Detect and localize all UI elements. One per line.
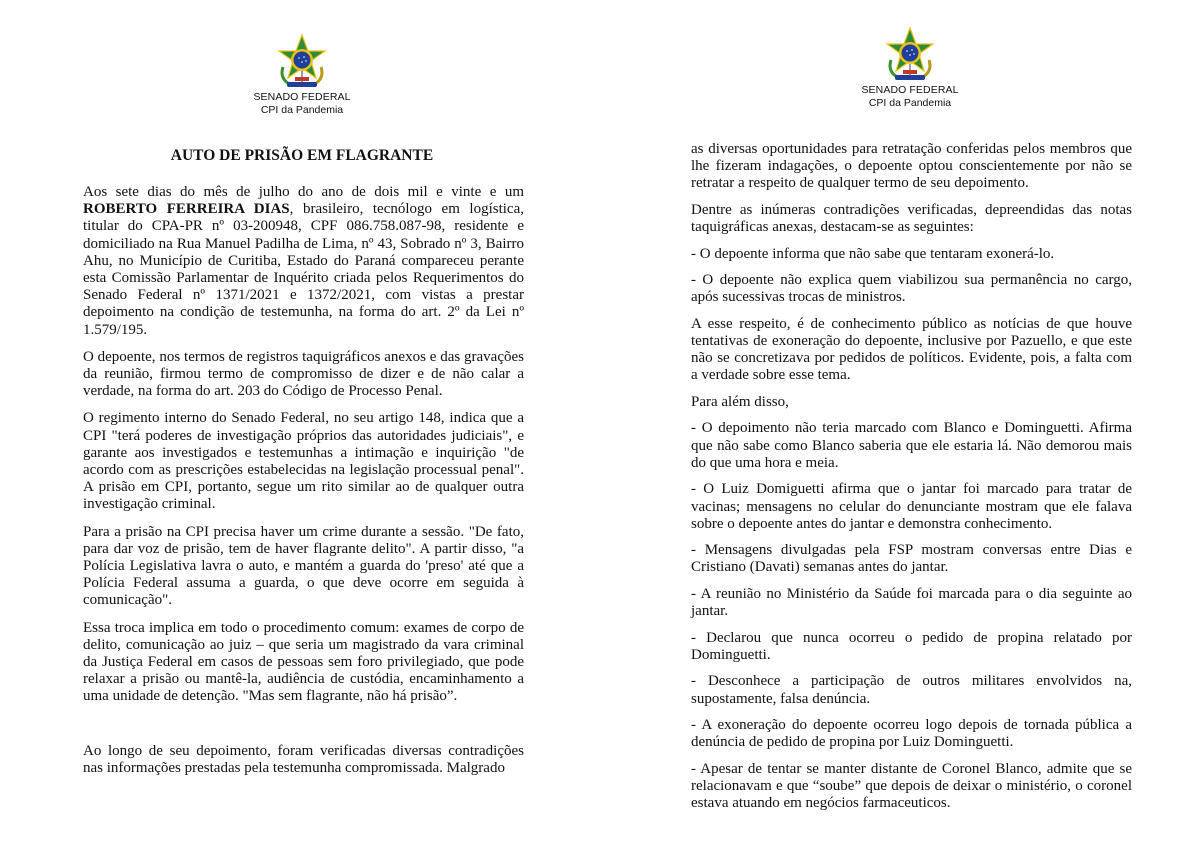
brazil-coat-of-arms-icon (883, 26, 937, 82)
defendant-name: ROBERTO FERREIRA DIAS (83, 201, 290, 218)
left-header (250, 33, 354, 117)
paragraph-text: Aos sete dias do mês de julho do ano de dois mil e vinte e um (83, 184, 524, 200)
list-item: - O Luiz Domiguetti afirma que o jantar foi marcado para tratar de vacinas; mensagens no celular do denunciante mostram que ele falava sobre o depoente antes do jantar e demonstra conhecimento. (691, 481, 1132, 532)
list-item: - A exoneração do depoente ocorreu logo depois de tornada pública a denúncia de pedido de propina por Luiz Dominguetti. (691, 717, 1132, 751)
list-item: - Mensagens divulgadas pela FSP mostram conversas entre Dias e Cristiano (Davati) semanas antes do jantar. (691, 542, 1132, 576)
header-committee: CPI da Pandemia (260, 104, 344, 116)
right-header (858, 26, 962, 110)
header-institution: SENADO FEDERAL (253, 91, 351, 103)
paragraph: Para a prisão na CPI precisa haver um crime durante a sessão. "De fato, para dar voz de prisão, tem de haver flagrante delito". A partir disso, "a Polícia Legislativa lavra o auto, e mantém a guarda do 'preso' até que a Polícia Federal assuma a guarda, o que deve ocorre em seguida à comunicação". (83, 523, 524, 609)
list-item: - Declarou que nunca ocorreu o pedido de propina relatado por Dominguetti. (691, 629, 1132, 663)
brazil-coat-of-arms-icon (275, 33, 329, 89)
paragraph-text: , brasileiro, tecnólogo em logística, titular do CPA-PR nº 03-200948, CPF 086.758.087-98, residente e domiciliado na Rua Manuel Padilha de Lima, nº 43, Sobrado nº 3, Bairro Ahu, no Município de Curitiba, Estado do Paraná compareceu perante esta Comissão Parlamentar de Inquérito criada pelos Requerimentos do Senado Federal nº 1371/2021 e 1372/2021, com vistas a prestar depoimento na condição de testemunha, na forma do art. 2º da Lei nº 1.579/195. (83, 201, 524, 338)
paragraph: A esse respeito, é de conhecimento público as notícias de que houve tentativas de exoneração do depoente, inclusive por Pazuello, e que este não se concretizava por pedidos de políticos. Evidente, pois, a falta com a verdade sobre esse tema. (691, 315, 1132, 384)
list-item: - O depoimento não teria marcado com Blanco e Dominguetti. Afirma que não sabe como Blanco saberia que ele estaria lá. Não demorou mais do que uma hora e meia. (691, 420, 1132, 471)
paragraph: Para além disso, (691, 393, 789, 410)
paragraph: as diversas oportunidades para retratação conferidas pelos membros que lhe fizeram indagações, o depoente optou conscientemente por não se retratar a respeito de qualquer termo de seu depoimento. (691, 141, 1132, 192)
paragraph: Ao longo de seu depoimento, foram verificadas diversas contradições nas informações prestadas pela testemunha compromissada. Malgrado (83, 743, 524, 777)
document-title: AUTO DE PRISÃO EM FLAGRANTE (170, 147, 434, 164)
list-item: - O depoente informa que não sabe que tentaram exonerá-lo. (691, 245, 1055, 262)
paragraph: Dentre as inúmeras contradições verificadas, depreendidas das notas taquigráficas anexas, destacam-se as seguintes: (691, 201, 1132, 236)
left-body-text (83, 184, 524, 716)
left-body-text-continued (83, 743, 524, 787)
list-item: - Apesar de tentar se manter distante de Coronel Blanco, admite que se relacionavam e que “soube” que depois de deixar o ministério, o coronel estava atuando em negócios farmaceuticos. (691, 760, 1132, 812)
list-item: - Desconhece a participação de outros militares envolvidos na, supostamente, falsa denúncia. (691, 673, 1132, 707)
right-page (600, 0, 1200, 857)
list-item: - O depoente não explica quem viabilizou sua permanência no cargo, após sucessivas trocas de ministros. (691, 272, 1132, 306)
paragraph (83, 184, 524, 339)
header-institution: SENADO FEDERAL (861, 84, 959, 96)
list-item: - A reunião no Ministério da Saúde foi marcada para o dia seguinte ao jantar. (691, 585, 1132, 620)
header-committee: CPI da Pandemia (868, 97, 952, 109)
right-body-text (691, 141, 1132, 822)
paragraph: O regimento interno do Senado Federal, no seu artigo 148, indica que a CPI "terá poderes de investigação próprios das autoridades judiciais", e garante aos investigados e testemunhas a intimação e inquirição "de acordo com as prescrições estabelecidas na legislação processual penal". A prisão em CPI, portanto, segue um rito similar ao de qualquer outra investigação criminal. (83, 410, 524, 513)
paragraph: O depoente, nos termos de registros taquigráficos anexos e das gravações da reunião, firmou termo de compromisso de dizer e de não calar a verdade, na forma do art. 203 do Código de Processo Penal. (83, 348, 524, 400)
paragraph: Essa troca implica em todo o procedimento comum: exames de corpo de delito, comunicação ao juiz – que seria um magistrado da vara criminal da Justiça Federal em casos de pessoas sem foro privilegiado, que pode relaxar a prisão ou mantê-la, audiência de custódia, encaminhamento a uma unidade de detenção. "Mas sem flagrante, não há prisão”. (83, 619, 524, 705)
